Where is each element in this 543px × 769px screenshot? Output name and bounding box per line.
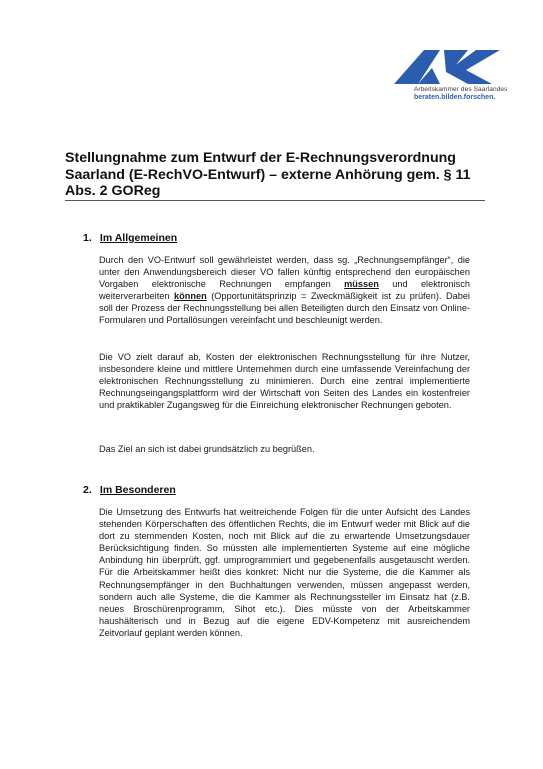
org-slogan: beraten.bilden.forschen. <box>414 94 496 101</box>
section-title: Im Besonderen <box>99 484 176 496</box>
section-1-paragraph-1 <box>99 254 470 327</box>
section-number: 1. <box>83 232 92 244</box>
emphasis-can: können <box>174 291 207 302</box>
section-2-paragraph-1: Die Umsetzung des Entwurfs hat weitreichende Folgen für die unter Aufsicht des Landes stehenden Körperschaften des öffentlichen Rechts, die im Entwurf weder mit Blick auf die dort zu stemmenden Kosten, noch mit Blick auf die zu erwartende Umsetzungsdauer Berücksichtigung finden. So müssten alle implementierten Systeme auf eine mögliche Anbindung hin überprüft, ggf. umprogrammiert und gegebenenfalls ausgetauscht werden. Für die Arbeitskammer heißt dies konkret: Nicht nur die Systeme, die die Kammer als Rechnungsempfänger in den Buchhaltungen verwenden, müssen angepasst werden, sondern auch alle Systeme, die die Kammer als Rechnungssteller im Einsatz hat (z.B. neues Broschürenprogramm, Sihot etc.). Dies müsste von der Arbeitskammer haushälterisch und in Bezug auf die eigene EDV-Kompetenz mit ausreichendem Zeitvorlauf geplant werden können. <box>99 507 470 638</box>
emphasis-must: müssen <box>344 279 379 290</box>
org-name: Arbeitskammer des Saarlandes <box>414 86 508 93</box>
section-heading-specific <box>83 484 176 496</box>
section-heading-general <box>83 232 177 244</box>
section-number: 2. <box>83 484 92 496</box>
title-divider <box>65 200 485 201</box>
ak-logo-mark-icon <box>388 48 538 88</box>
section-1-paragraph-3: Das Ziel an sich ist dabei grundsätzlich zu begrüßen. <box>99 444 315 454</box>
document-title: Stellungnahme zum Entwurf der E-Rechnungsverordnung Saarland (E-RechVO-Entwurf) – externe Anhörung gem. § 11 Abs. 2 GOReg <box>65 150 471 199</box>
section-title: Im Allgemeinen <box>99 232 178 244</box>
section-1-paragraph-2: Die VO zielt darauf ab, Kosten der elektronischen Rechnungsstellung für ihre Nutzer, insbesondere kleine und mittlere Unternehmen durch eine umfassende Vereinfachung der elektronischen Rechnungsstellung zu minimieren. Durch eine zentral implementierte Rechnungseingangsplattform wird der Wirtschaft von Seiten des Landes ein kostenfreier und praktikabler Zugangsweg für die Einreichung elektronischer Rechnungen geboten. <box>99 352 470 411</box>
text-span: Durch den VO-Entwurf soll gewährleistet werden, dass sg. „Rechnungsempfänger“, die unter den Anwendungsbereich dieser VO fallen künftig entsprechend den europäischen Vorgaben elektronische Rechnungen empfangen <box>99 255 470 290</box>
text-span: und elektronisch weiterverarbeiten <box>99 279 470 302</box>
text-span: (Opportunitätsprinzip = Zweckmäßigkeit ist zu prüfen). Dabei soll der Prozess der Rechnungsstellung bei allen Beteiligten durch den Einsatz von Online-Formularen und Portallösungen vereinfacht und beschleunigt werden. <box>99 291 470 326</box>
